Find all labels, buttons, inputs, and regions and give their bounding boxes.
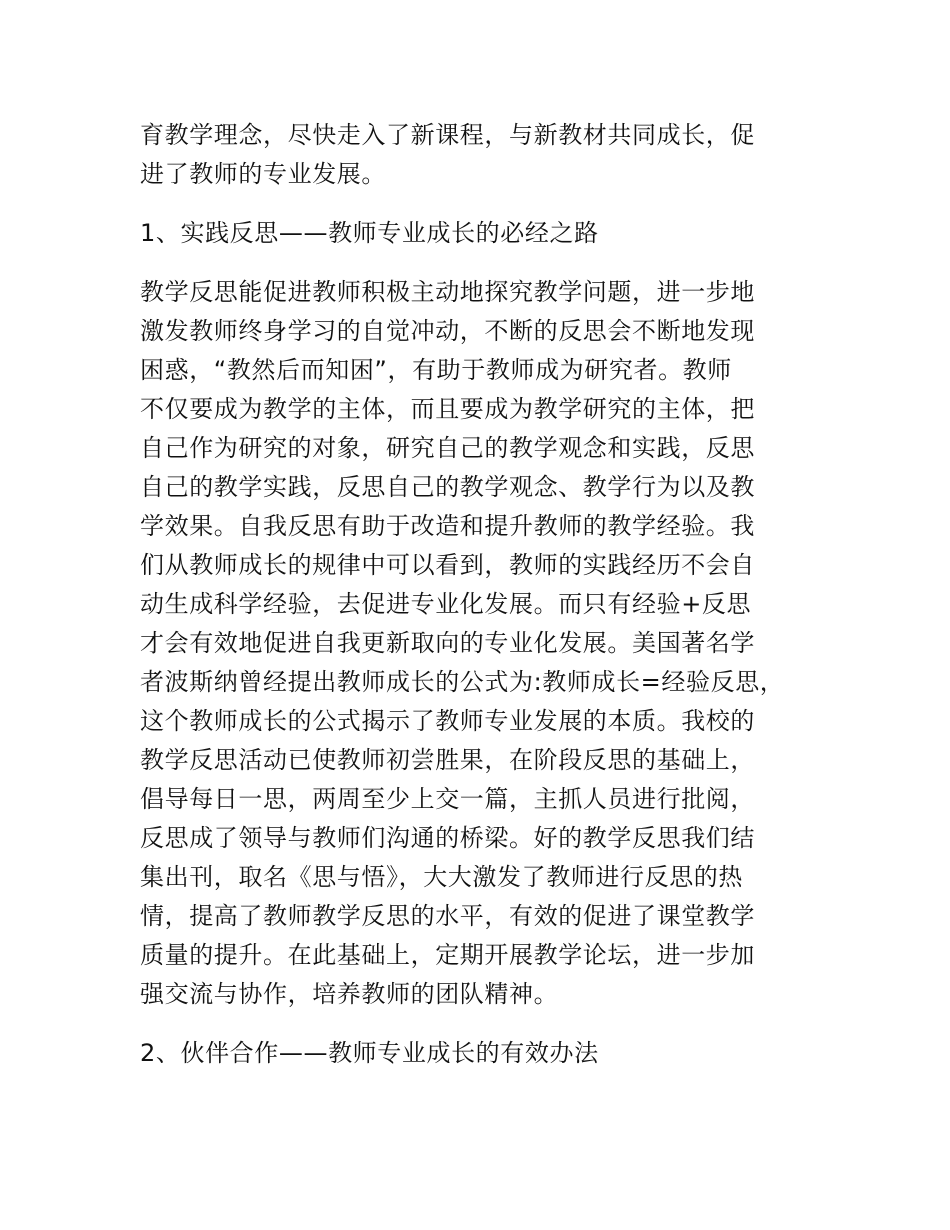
- text-line: 动生成科学经验，去促进专业化发展。而只有经验+反思: [140, 590, 752, 618]
- text-line: 才会有效地促进自我更新取向的专业化发展。美国著名学: [140, 629, 755, 657]
- text-line: 进了教师的专业发展。: [140, 160, 386, 188]
- section-heading-2: [140, 1034, 820, 1073]
- text-line: 们从教师成长的规律中可以看到，教师的实践经历不会自: [140, 551, 755, 579]
- text-line: 激发教师终身学习的自觉冲动，不断的反思会不断地发现: [140, 317, 755, 345]
- section-heading-1: [140, 214, 820, 253]
- heading-text: 2、伙伴合作——教师专业成长的有效办法: [140, 1039, 599, 1067]
- section-1-paragraph: [140, 273, 820, 1014]
- text-line: 者波斯纳曾经提出教师成长的公式为:教师成长=经验反思，: [140, 668, 785, 696]
- text-line: 这个教师成长的公式揭示了教师专业发展的本质。我校的: [140, 707, 755, 735]
- text-line: 反思成了领导与教师们沟通的桥梁。好的教学反思我们结: [140, 824, 755, 852]
- text-line: 教学反思活动已使教师初尝胜果，在阶段反思的基础上，: [140, 746, 755, 774]
- text-line: 学效果。自我反思有助于改造和提升教师的教学经验。我: [140, 512, 755, 540]
- text-line: 不仅要成为教学的主体，而且要成为教学研究的主体，把: [140, 395, 755, 423]
- heading-text: 1、实践反思——教师专业成长的必经之路: [140, 219, 599, 247]
- intro-paragraph: [140, 116, 820, 194]
- text-line: 育教学理念，尽快走入了新课程，与新教材共同成长，促: [140, 121, 755, 149]
- text-line: 集出刊，取名《思与悟》，大大激发了教师进行反思的热: [140, 863, 743, 891]
- text-line: 情，提高了教师教学反思的水平，有效的促进了课堂教学: [140, 902, 755, 930]
- text-line: 质量的提升。在此基础上，定期开展教学论坛，进一步加: [140, 941, 755, 969]
- text-line: 自己的教学实践，反思自己的教学观念、教学行为以及教: [140, 473, 755, 501]
- document-body: [140, 116, 820, 1073]
- text-line: 倡导每日一思，两周至少上交一篇，主抓人员进行批阅，: [140, 785, 755, 813]
- text-line: 困惑，“教然后而知困”，有助于教师成为研究者。教师: [140, 356, 732, 384]
- text-line: 自己作为研究的对象，研究自己的教学观念和实践，反思: [140, 434, 755, 462]
- text-line: 强交流与协作，培养教师的团队精神。: [140, 980, 559, 1008]
- text-line: 教学反思能促进教师积极主动地探究教学问题，进一步地: [140, 278, 755, 306]
